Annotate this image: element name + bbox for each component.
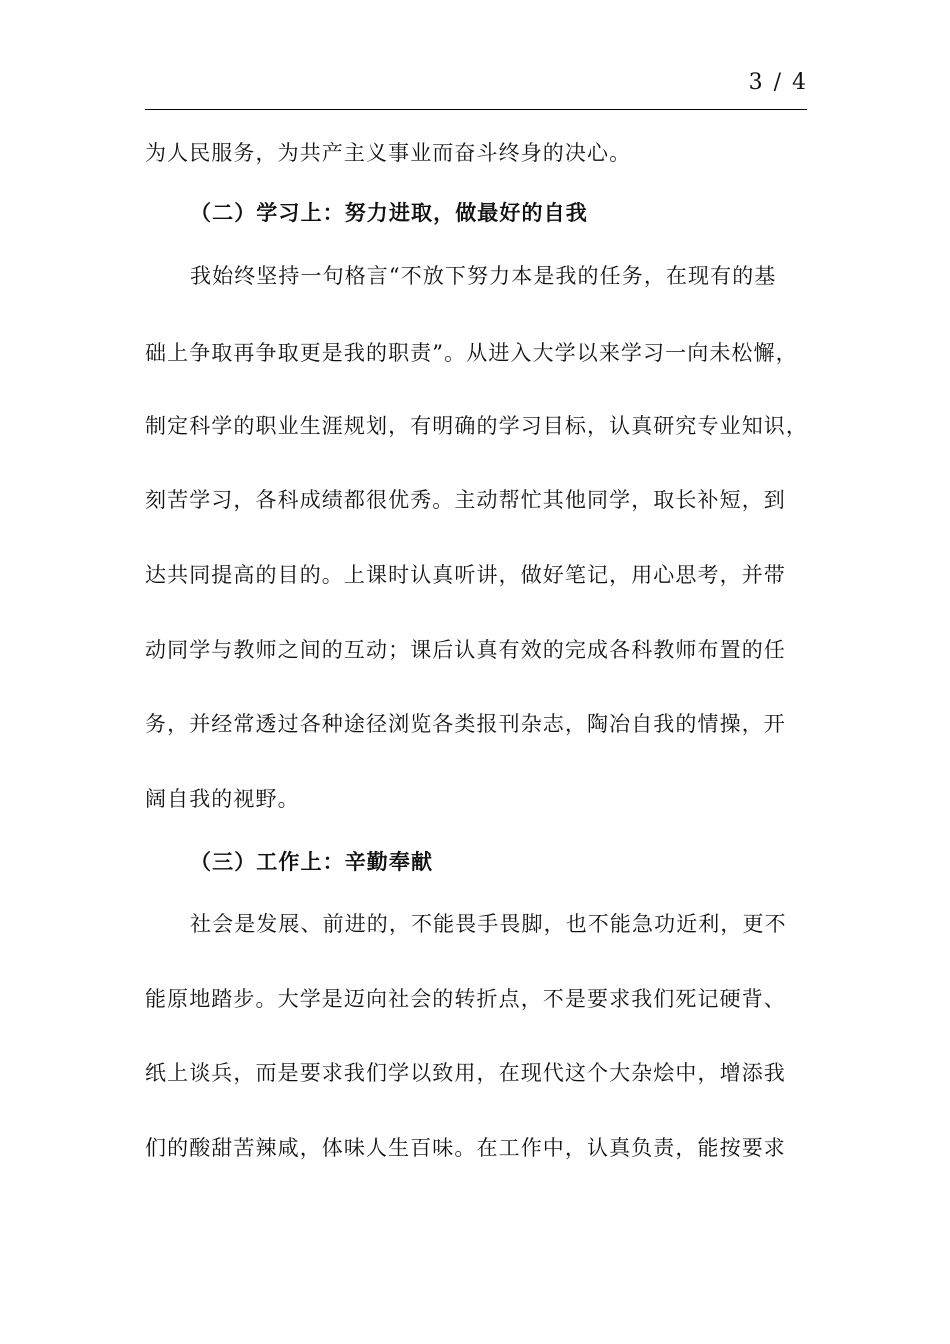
paragraph-line: 动同学与教师之间的互动；课后认真有效的完成各科教师布置的任	[145, 638, 786, 662]
paragraph-line: 为人民服务，为共产主义事业而奋斗终身的决心。	[145, 141, 632, 165]
paragraph-line: 社会是发展、前进的，不能畏手畏脚，也不能急功近利，更不	[190, 912, 787, 936]
paragraph-line: 础上争取再争取更是我的职责”。从进入大学以来学习一向未松懈，	[145, 341, 798, 365]
paragraph-line: 能原地踏步。大学是迈向社会的转折点，不是要求我们死记硬背、	[145, 987, 786, 1011]
paragraph-line: 阔自我的视野。	[145, 787, 300, 811]
paragraph-line: 达共同提高的目的。上课时认真听讲，做好笔记，用心思考，并带	[145, 563, 786, 587]
section-heading-work: （三）工作上：辛勤奉献	[190, 849, 434, 874]
paragraph-line: 我始终坚持一句格言“不放下努力本是我的任务，在现有的基	[190, 264, 777, 288]
page-number: 3 / 4	[748, 70, 808, 95]
paragraph-line: 制定科学的职业生涯规划，有明确的学习目标，认真研究专业知识，	[145, 414, 808, 438]
paragraph-line: 纸上谈兵，而是要求我们学以致用，在现代这个大杂烩中，增添我	[145, 1061, 786, 1085]
paragraph-line: 刻苦学习，各科成绩都很优秀。主动帮忙其他同学，取长补短，到	[145, 488, 786, 512]
paragraph-line: 务，并经常透过各种途径浏览各类报刊杂志，陶冶自我的情操，开	[145, 712, 786, 736]
paragraph-line: 们的酸甜苦辣咸，体味人生百味。在工作中，认真负责，能按要求	[145, 1136, 786, 1160]
section-heading-study: （二）学习上：努力进取，做最好的自我	[190, 200, 588, 225]
